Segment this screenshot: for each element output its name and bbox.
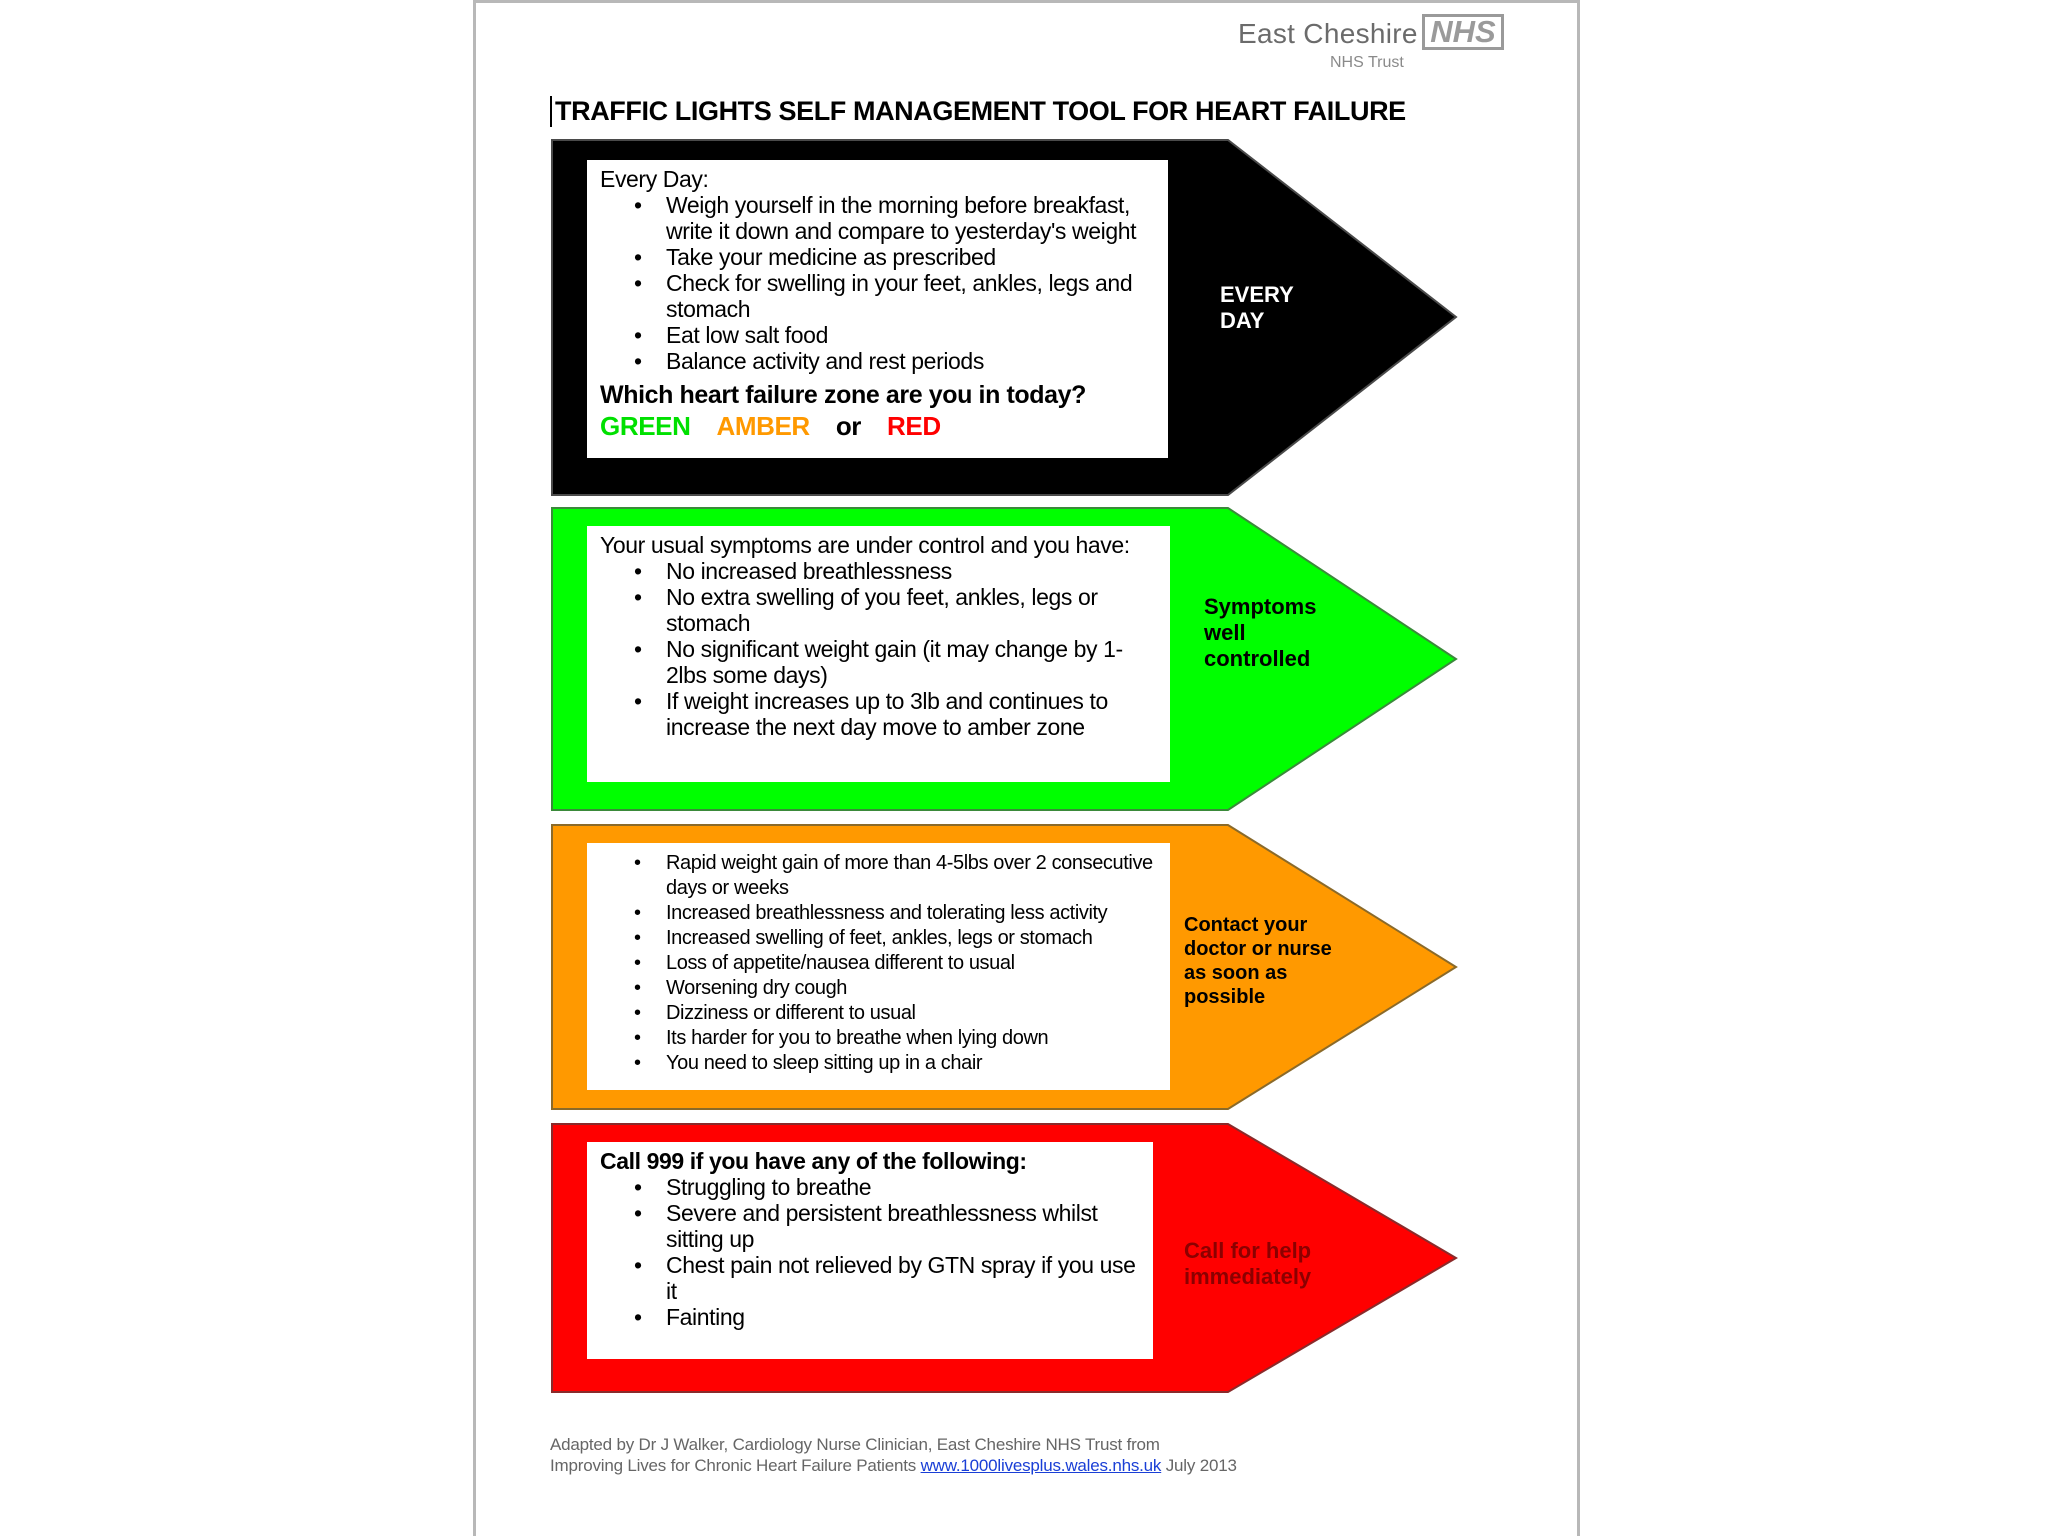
- list-item: • Chest pain not relieved by GTN spray if you use it: [666, 1252, 1141, 1304]
- list-item: • If weight increases up to 3lb and continues to increase the next day move to amber zone: [666, 688, 1158, 740]
- green-heading: Your usual symptoms are under control and you have:: [600, 532, 1130, 558]
- zone-options: [600, 410, 1156, 442]
- list-item: • Weigh yourself in the morning before breakfast, write it down and compare to yesterday's weight: [666, 192, 1156, 244]
- amber-label: [1184, 913, 1332, 1009]
- list-item: • Take your medicine as prescribed: [666, 244, 1156, 270]
- nhs-logo: NHS: [1422, 14, 1504, 50]
- list-item: • Its harder for you to breathe when lying down: [666, 1026, 1158, 1051]
- list-item: • Dizziness or different to usual: [666, 1001, 1158, 1026]
- zone-or-label: or: [835, 411, 862, 441]
- footer-date: July 2013: [1165, 1456, 1237, 1475]
- page-title: TRAFFIC LIGHTS SELF MANAGEMENT TOOL FOR HEART FAILURE: [550, 96, 1406, 127]
- trust-label: NHS Trust: [1330, 54, 1404, 71]
- red-box: [587, 1142, 1153, 1359]
- red-zone: [552, 1124, 1456, 1392]
- every-day-box: [587, 160, 1168, 458]
- list-item: • Severe and persistent breathlessness whilst sitting up: [666, 1200, 1141, 1252]
- list-item: • No extra swelling of you feet, ankles, legs or stomach: [666, 584, 1158, 636]
- list-item: • Worsening dry cough: [666, 976, 1158, 1001]
- list-item: • Rapid weight gain of more than 4-5lbs over 2 consecutive days or weeks: [666, 851, 1158, 901]
- label-line: Contact your: [1184, 914, 1308, 936]
- footer-line-1: Adapted by Dr J Walker, Cardiology Nurse Clinician, East Cheshire NHS Trust from: [550, 1435, 1160, 1454]
- green-zone: [552, 508, 1456, 810]
- footer-credit: [550, 1434, 1237, 1476]
- green-box: [587, 526, 1170, 782]
- red-label: [1184, 1238, 1311, 1290]
- label-line: Symptoms: [1204, 594, 1317, 619]
- zone-question: Which heart failure zone are you in today?: [600, 381, 1087, 409]
- label-line: immediately: [1184, 1264, 1312, 1289]
- label-line: DAY: [1220, 308, 1265, 333]
- amber-list: [600, 851, 1158, 1076]
- zone-amber-label: AMBER: [716, 411, 810, 441]
- label-line: as soon as: [1184, 962, 1288, 984]
- list-item: • Loss of appetite/nausea different to usual: [666, 951, 1158, 976]
- label-line: controlled: [1204, 646, 1311, 671]
- red-list: [600, 1174, 1141, 1330]
- list-item: • Increased breathlessness and tolerating less activity: [666, 901, 1158, 926]
- label-line: doctor or nurse: [1184, 938, 1332, 960]
- every-day-label: [1220, 282, 1294, 334]
- list-item: • No significant weight gain (it may change by 1-2lbs some days): [666, 636, 1158, 688]
- amber-zone: [552, 825, 1456, 1109]
- green-label: [1204, 594, 1316, 672]
- every-day-heading: Every Day:: [600, 166, 709, 192]
- footer-source: Improving Lives for Chronic Heart Failure Patients: [550, 1456, 917, 1475]
- list-item: • Check for swelling in your feet, ankles, legs and stomach: [666, 270, 1156, 322]
- label-line: Call for help: [1184, 1238, 1312, 1263]
- footer-line-2: [550, 1455, 1237, 1476]
- label-line: possible: [1184, 986, 1266, 1008]
- list-item: • Increased swelling of feet, ankles, legs or stomach: [666, 926, 1158, 951]
- every-day-zone: [552, 140, 1456, 495]
- label-line: well: [1204, 620, 1246, 645]
- zone-green-label: GREEN: [600, 411, 691, 441]
- label-line: EVERY: [1220, 282, 1294, 307]
- list-item: • Balance activity and rest periods: [666, 348, 1156, 374]
- org-name: East Cheshire: [1238, 18, 1418, 49]
- footer-link[interactable]: www.1000livesplus.wales.nhs.uk: [920, 1456, 1162, 1475]
- red-heading: Call 999 if you have any of the following:: [600, 1148, 1027, 1174]
- list-item: • You need to sleep sitting up in a chair: [666, 1051, 1158, 1076]
- list-item: • Fainting: [666, 1304, 1141, 1330]
- list-item: • Struggling to breathe: [666, 1174, 1141, 1200]
- green-list: [600, 558, 1158, 740]
- list-item: • Eat low salt food: [666, 322, 1156, 348]
- every-day-list: [600, 192, 1156, 374]
- amber-box: [587, 843, 1170, 1090]
- zone-red-label: RED: [887, 411, 941, 441]
- list-item: • No increased breathlessness: [666, 558, 1158, 584]
